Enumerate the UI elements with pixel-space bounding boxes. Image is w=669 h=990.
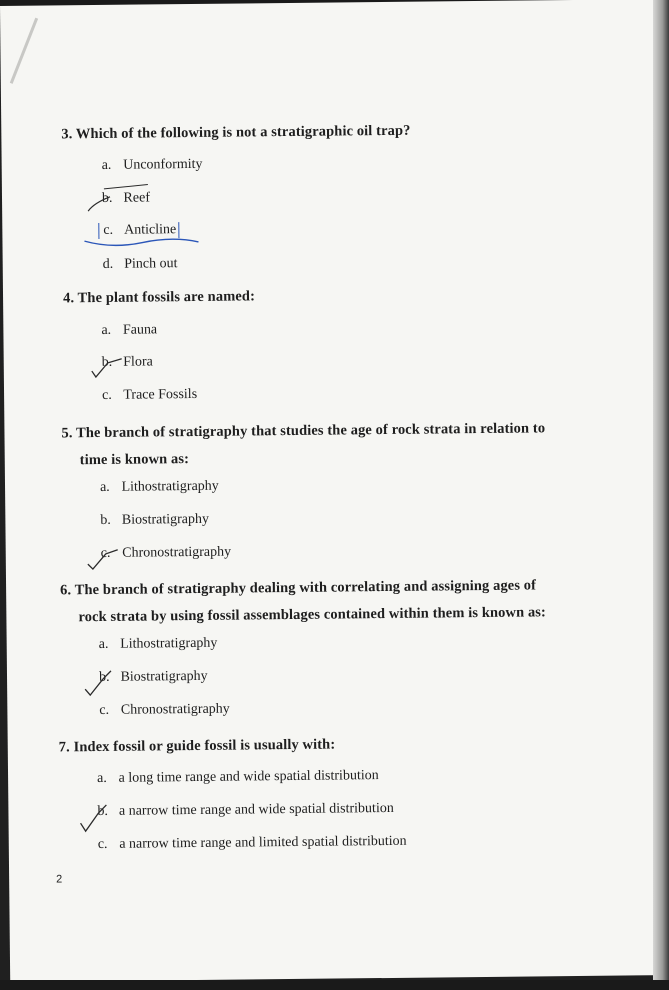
- pen-mark-3b: [86, 180, 156, 213]
- option-letter: c.: [99, 702, 110, 718]
- page-fold-mark: [10, 18, 38, 84]
- option-letter: c.: [97, 836, 108, 853]
- question-7: [59, 737, 336, 757]
- question-number: 7.: [58, 739, 70, 756]
- option-letter: b.: [97, 803, 109, 820]
- option-text: Pinch out: [124, 256, 178, 272]
- option-text: Reef: [123, 190, 151, 206]
- option-letter: d.: [102, 256, 114, 272]
- question-3: [61, 123, 410, 144]
- option-letter: a.: [101, 322, 112, 338]
- option-text: Chronostratigraphy: [122, 544, 232, 561]
- page-edge-shadow: [653, 0, 669, 990]
- question-number: 3.: [61, 126, 73, 143]
- question-text: The plant fossils are named:: [77, 288, 256, 307]
- option-7c: [98, 834, 407, 853]
- option-letter: c.: [103, 222, 114, 238]
- question-5: [61, 420, 545, 469]
- option-text: a narrow time range and wide spatial distribution: [118, 800, 394, 819]
- option-letter: a.: [97, 770, 107, 787]
- question-text: Index fossil or guide fossil is usually with:: [73, 736, 336, 756]
- option-letter: b.: [100, 512, 111, 528]
- option-letter: b.: [101, 190, 113, 206]
- option-text: Anticline: [124, 222, 177, 238]
- question-number: 4.: [62, 290, 75, 307]
- question-text: Which of the following is not a stratigraphic oil trap?: [75, 122, 411, 143]
- option-text: Fauna: [122, 322, 158, 338]
- option-3a: [102, 157, 203, 174]
- question-text-continued: rock strata by using fossil assemblages contained within them is known as:: [78, 604, 547, 626]
- check-mark-6b: [81, 667, 121, 697]
- option-letter: a.: [99, 479, 110, 495]
- option-letter: b.: [98, 669, 110, 685]
- question-text: The branch of stratigraphy dealing with correlating and assigning ages of: [74, 577, 537, 599]
- question-text: The branch of stratigraphy that studies the age of rock strata in relation to: [75, 420, 546, 442]
- question-4: [63, 288, 255, 307]
- option-5b: [100, 512, 209, 529]
- option-7b: [97, 801, 394, 820]
- option-3d: [103, 256, 178, 273]
- option-text: Biostratigraphy: [120, 668, 208, 685]
- check-mark-4b: [88, 351, 128, 379]
- check-mark-5c: [84, 542, 124, 570]
- option-text: Lithostratigraphy: [121, 478, 219, 495]
- option-letter: b.: [101, 354, 113, 370]
- option-4a: [101, 322, 157, 339]
- option-letter: c.: [102, 387, 112, 403]
- option-letter: c.: [100, 545, 111, 561]
- answer-underline-3c: [82, 236, 202, 251]
- option-text: Unconformity: [123, 156, 203, 173]
- option-6c: [99, 702, 230, 719]
- question-text-continued: time is known as:: [79, 451, 190, 469]
- option-text: Biostratigraphy: [121, 511, 210, 528]
- question-number: 6.: [60, 582, 72, 599]
- option-5a: [100, 479, 219, 496]
- option-6a: [99, 636, 218, 653]
- check-mark-7b: [76, 801, 116, 833]
- option-text: Trace Fossils: [123, 386, 198, 403]
- option-text: a long time range and wide spatial distribution: [118, 768, 379, 786]
- option-letter: a.: [98, 636, 109, 653]
- option-text: Chronostratigraphy: [120, 701, 230, 718]
- option-text: a narrow time range and limited spatial distribution: [119, 833, 407, 852]
- question-number: 5.: [61, 425, 73, 442]
- question-6: [60, 577, 546, 626]
- option-text: Flora: [123, 354, 153, 370]
- page-number: 2: [56, 873, 63, 886]
- option-7a: [97, 768, 379, 787]
- option-letter: a.: [101, 157, 112, 173]
- option-4c: [102, 387, 197, 404]
- bottom-edge: [0, 980, 669, 990]
- option-text: Lithostratigraphy: [120, 635, 218, 652]
